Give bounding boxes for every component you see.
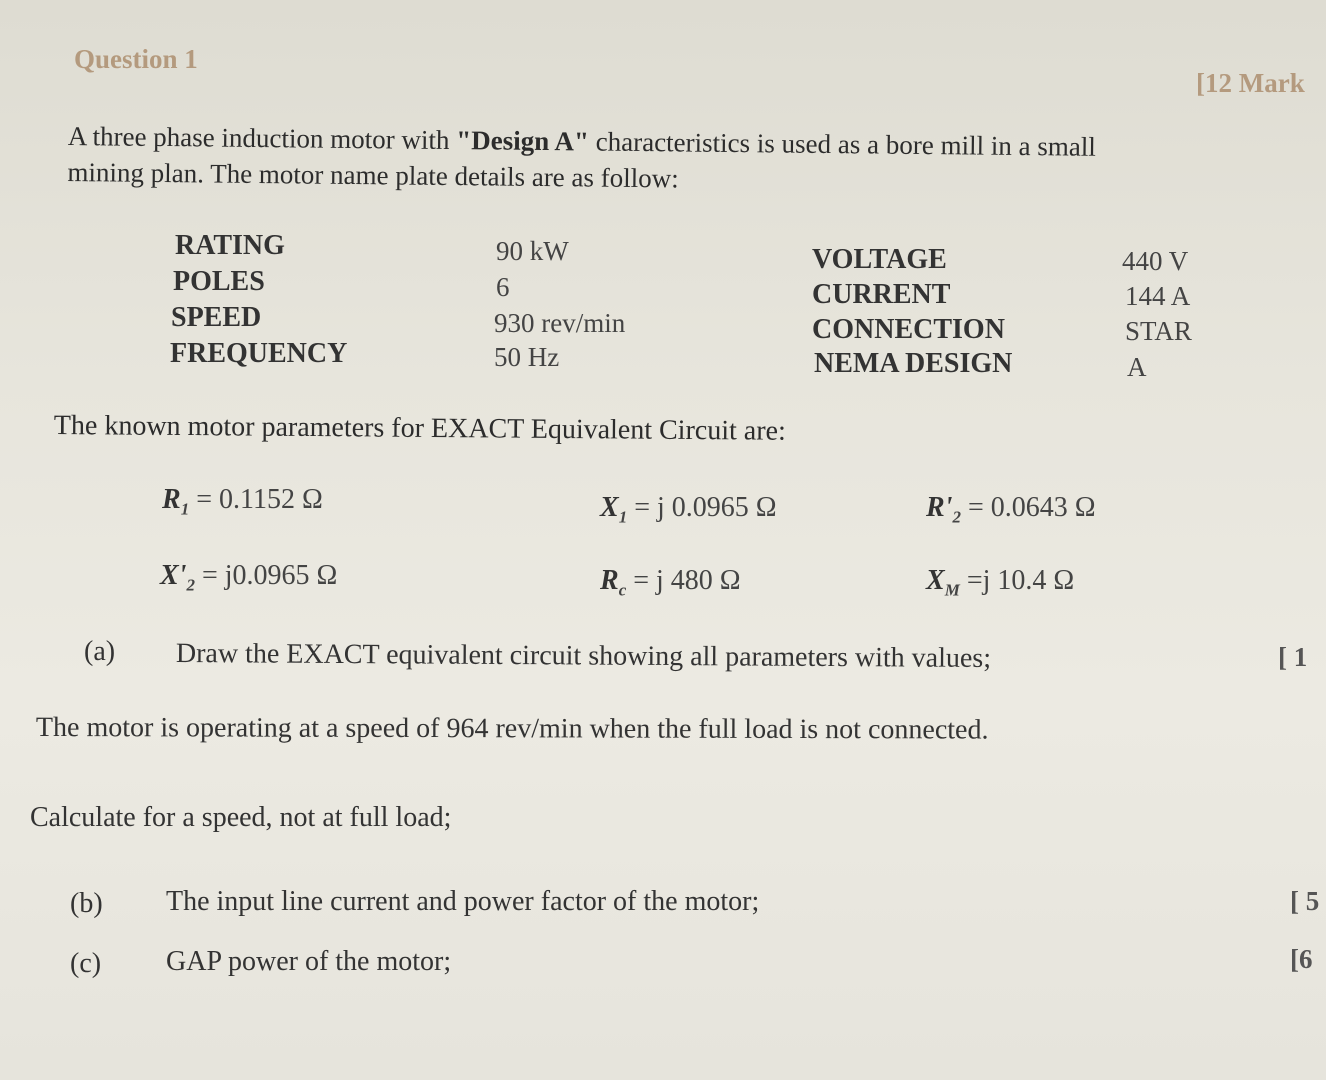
param-xm-value: =j 10.4 Ω (959, 565, 1075, 596)
nameplate-voltage-value: 440 V (1122, 246, 1189, 276)
param-x2-value: = j0.0965 Ω (194, 560, 338, 591)
part-b-marks: [ 5 (1290, 886, 1320, 916)
param-rc-value: = j 480 Ω (626, 565, 741, 596)
param-x2-symbol: X' (160, 560, 187, 591)
question-marks: [12 Mark (1196, 68, 1305, 98)
intro-line-2: mining plan. The motor name plate details are as follow: (67, 156, 679, 194)
nameplate-connection-value: STAR (1125, 316, 1192, 346)
param-r2-value: = 0.0643 Ω (960, 492, 1096, 523)
nameplate-nema-label: NEMA DESIGN (814, 348, 1013, 379)
nameplate-poles-label: POLES (173, 266, 265, 297)
nameplate-frequency-label: FREQUENCY (170, 338, 348, 369)
param-r2-subscript: 2 (952, 507, 961, 527)
intro-text-b: characteristics is used as a bore mill in a small (588, 126, 1096, 162)
param-x1-symbol: X (600, 492, 619, 523)
param-x1-subscript: 1 (618, 507, 628, 527)
part-a-marks: [ 1 (1278, 642, 1308, 672)
part-a-letter: (a) (84, 636, 116, 667)
nameplate-rating-value: 90 kW (496, 236, 569, 266)
nameplate-rating-label: RATING (175, 230, 285, 261)
param-r1-symbol: R (162, 484, 181, 515)
param-r1-subscript: 1 (180, 499, 190, 519)
part-c-text: GAP power of the motor; (166, 946, 452, 977)
param-x2 (160, 560, 337, 596)
nameplate-speed-value: 930 rev/min (494, 308, 626, 338)
nameplate-nema-value: A (1127, 352, 1147, 382)
nameplate-voltage-label: VOLTAGE (812, 244, 947, 275)
question-title: Question 1 (74, 44, 198, 74)
param-xm-symbol: X (926, 565, 945, 596)
part-c-marks: [6 (1290, 944, 1313, 974)
nameplate-connection-label: CONNECTION (812, 314, 1005, 345)
param-x2-subscript: 2 (186, 575, 195, 595)
param-xm (926, 565, 1074, 601)
param-r2 (926, 492, 1096, 528)
nameplate-speed-label: SPEED (171, 302, 262, 333)
nameplate-poles-value: 6 (496, 272, 510, 302)
intro-paragraph (67, 118, 1096, 201)
part-c-letter: (c) (70, 948, 102, 979)
param-x1 (600, 492, 777, 528)
nameplate-frequency-value: 50 Hz (494, 342, 560, 372)
calculate-statement: Calculate for a speed, not at full load; (30, 802, 452, 833)
param-rc-symbol: R (600, 565, 619, 596)
part-b-letter: (b) (70, 888, 103, 919)
design-a-bold: "Design A" (456, 125, 590, 157)
param-x1-value: = j 0.0965 Ω (627, 492, 777, 523)
nameplate-current-value: 144 A (1125, 281, 1191, 311)
param-rc (600, 565, 741, 601)
param-r1 (162, 484, 323, 520)
param-r2-symbol: R' (926, 492, 953, 523)
known-params-heading: The known motor parameters for EXACT Equivalent Circuit are: (53, 410, 786, 447)
param-r1-value: = 0.1152 Ω (189, 484, 323, 515)
nameplate-current-label: CURRENT (812, 279, 951, 310)
intro-text-a: A three phase induction motor with (67, 120, 457, 156)
param-rc-subscript: c (618, 580, 627, 600)
param-xm-subscript: M (944, 580, 960, 600)
part-b-text: The input line current and power factor of the motor; (166, 886, 760, 917)
part-a-text: Draw the EXACT equivalent circuit showing all parameters with values; (175, 638, 992, 674)
operating-statement: The motor is operating at a speed of 964 rev/min when the full load is not connected. (35, 712, 989, 746)
